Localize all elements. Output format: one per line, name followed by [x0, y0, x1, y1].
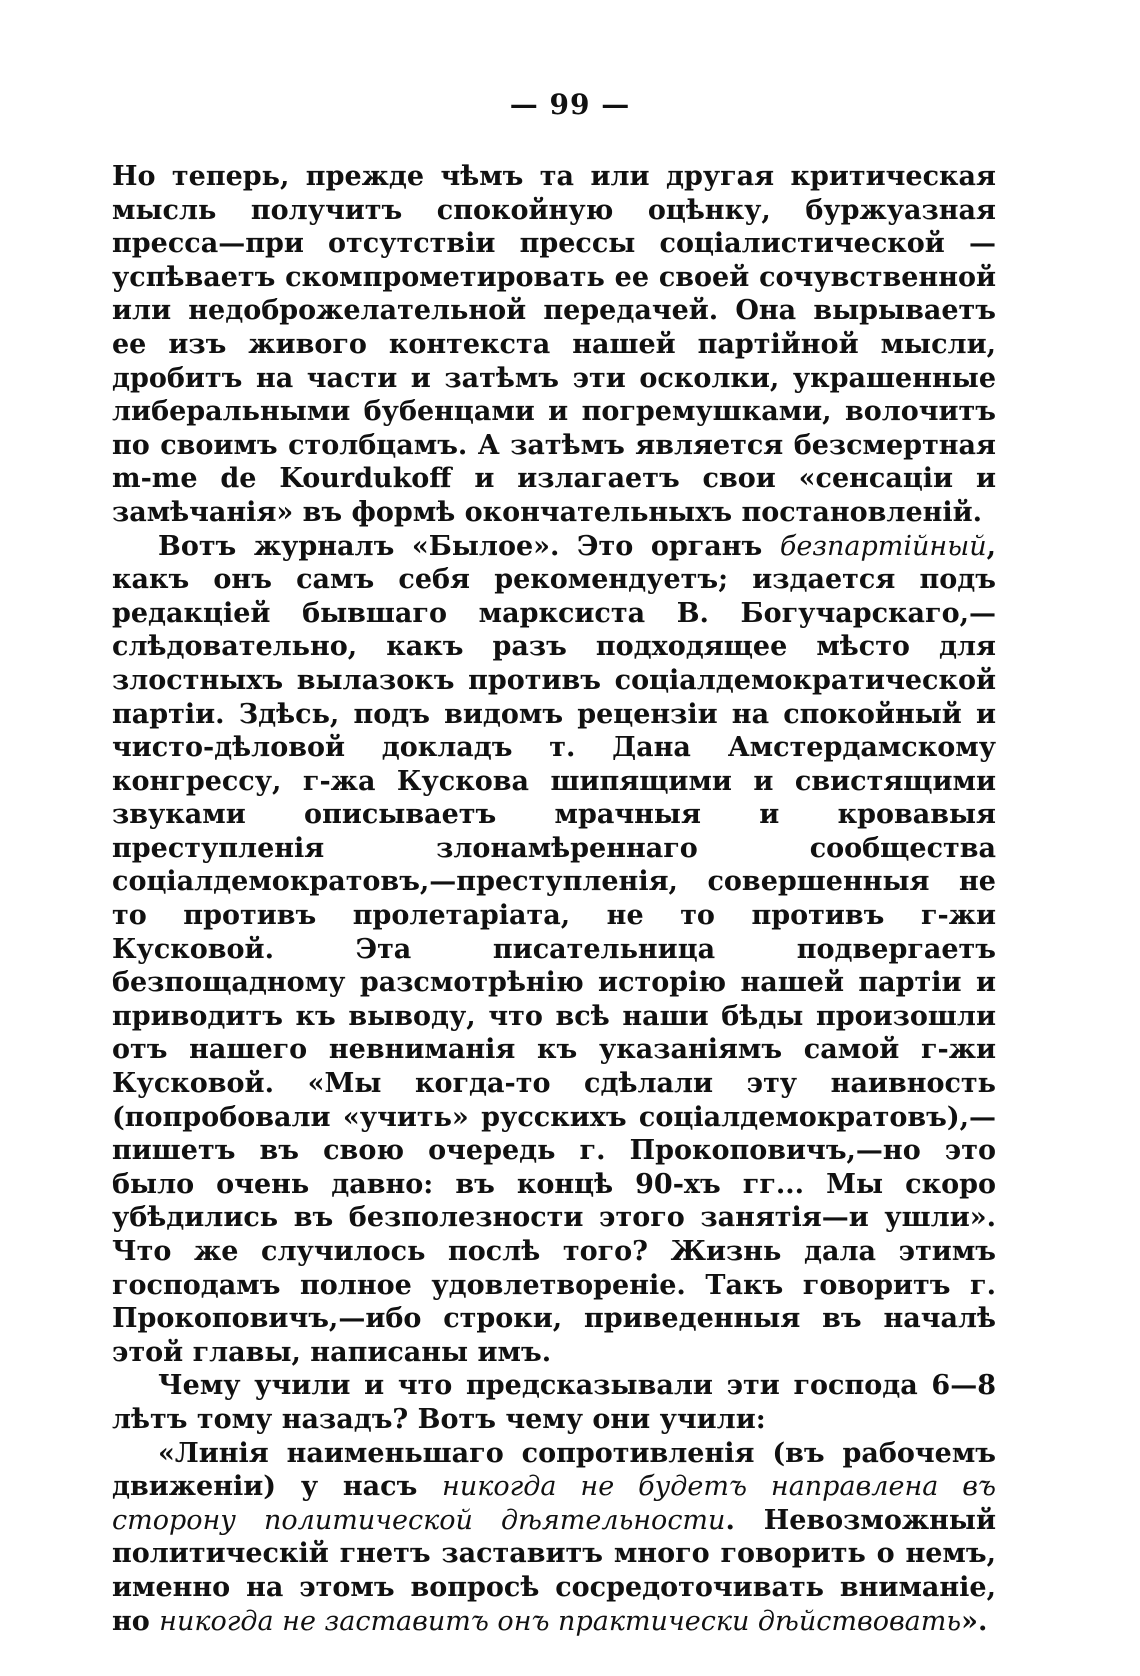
italic-term: безпартійный	[779, 530, 987, 562]
paragraph-text: Чему учили и что предсказывали эти господа 6—8 лѣтъ тому назадъ? Вотъ чему они учили:	[112, 1370, 996, 1435]
quote-text: ».	[961, 1605, 988, 1637]
quote-italic-emphasis: никогда не заставитъ онъ практически дѣйствовать	[159, 1605, 962, 1637]
paragraph-text: Но теперь, прежде чѣмъ та или другая критическая мысль получитъ спокойную оцѣнку, буржуазная пресса—при отсутствіи прессы соціалистической — успѣваетъ скомпрометировать ее своей сочувственной или недоброжелательной передачей. Она вырываетъ ее изъ живого контекста нашей партійной мысли, дробитъ на части и затѣмъ эти осколки, украшенные либеральными бубенцами и погремушками, волочитъ по своимъ столбцамъ. А затѣмъ является безсмертная m-me de Kourdukoff и излагаетъ свои «сенсаціи и замѣчанія» въ формѣ окончательныхъ постановленій.	[112, 161, 996, 528]
paragraph-1	[112, 160, 996, 530]
paragraph-text: , какъ онъ самъ себя рекомендуетъ; издается подъ редакціей бывшаго марксиста В. Богучарскаго,—слѣдовательно, какъ разъ подходящее мѣсто для злостныхъ вылазокъ противъ соціалдемократической партіи. Здѣсь, подъ видомъ рецензіи на спокойный и чисто-дѣловой докладъ т. Дана Амстердамскому конгрессу, г-жа Кускова шипящими и свистящими звуками описываетъ мрачныя и кровавыя преступленія злонамѣреннаго сообщества соціалдемократовъ,—преступленія, совершенныя не то противъ пролетаріата, не то противъ г-жи Кусковой. Эта писательница подвергаетъ безпощадному разсмотрѣнію исторію нашей партіи и приводитъ къ выводу, что всѣ наши бѣды произошли отъ нашего невниманія къ указаніямъ самой г-жи Кусковой. «Мы когда-то сдѣлали эту наивность (попробовали «учить» русскихъ соціалдемократовъ),—пишетъ въ свою очередь г. Прокоповичъ,—но это было очень давно: въ концѣ 90-хъ гг... Мы скоро убѣдились въ безполезности этого занятія—и ушли». Что же случилось послѣ того? Жизнь дала этимъ господамъ полное удовлетвореніе. Такъ говоритъ г. Прокоповичъ,—ибо строки, приведенныя въ началѣ этой главы, написаны имъ.	[112, 530, 996, 1368]
quote-text: «Линія наименьшаго сопротивленія (въ рабочемъ движеніи) у насъ	[112, 1437, 996, 1503]
body-text	[112, 160, 996, 1638]
paragraph-2	[112, 530, 996, 1370]
quote-italic-emphasis: никогда не будетъ направлена въ сторону политической дѣятельности	[112, 1471, 996, 1536]
quote-text: . Невозможный политическій гнетъ заставитъ много говорить о немъ, именно на этомъ вопросѣ сосредоточивать вниманіе, но	[112, 1504, 996, 1637]
paragraph-3	[112, 1369, 996, 1436]
quotation-paragraph	[112, 1437, 996, 1639]
page-number: — 99 —	[509, 88, 631, 121]
paragraph-text: Вотъ журналъ «Былое». Это органъ	[158, 530, 780, 562]
